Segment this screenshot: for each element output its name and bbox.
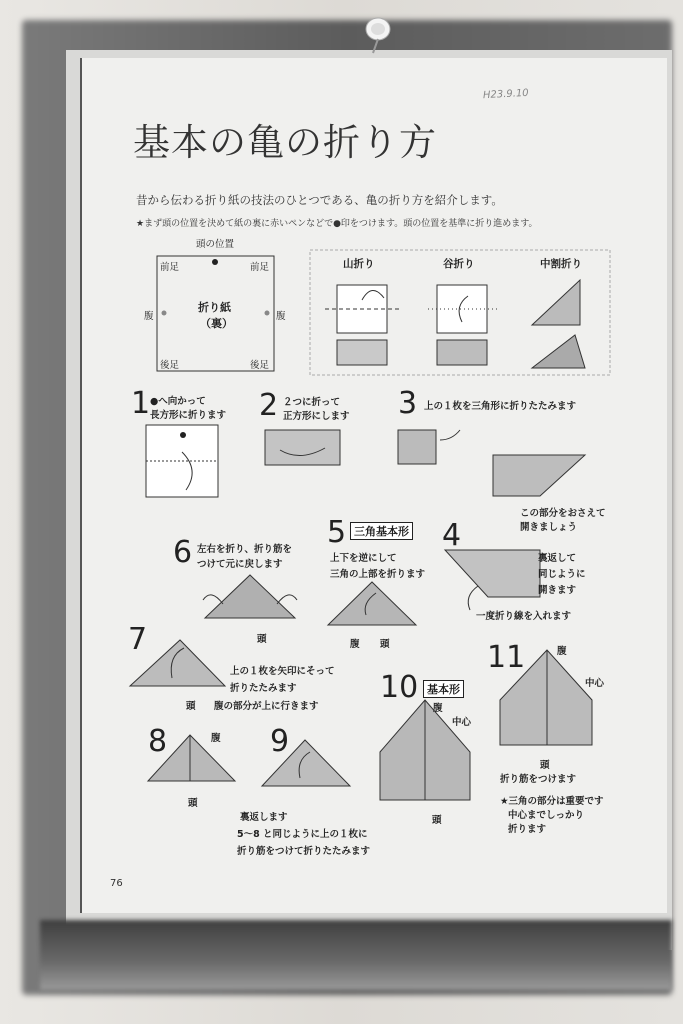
- step-9-text-3: 折り筋をつけて折りたたみます: [237, 846, 371, 857]
- step-5-belly: 腹: [350, 639, 360, 650]
- label-belly-left: 腹: [144, 311, 154, 322]
- label-valley-fold: 谷折り: [443, 258, 475, 270]
- step-1-text-2: 長方形に折ります: [150, 410, 227, 421]
- step-11-text-1: 折り筋をつけます: [500, 774, 577, 785]
- step-10-belly: 腹: [433, 703, 443, 714]
- step-2-text-1: ２つに折って: [283, 397, 341, 408]
- step-6-text-2: つけて元に戻します: [197, 559, 283, 570]
- step-1-text-1: ●へ向かって: [150, 396, 206, 407]
- step-6-number: 6: [173, 535, 193, 570]
- label-back-leg-left: 後足: [160, 360, 180, 371]
- label-inside-reverse-fold: 中割折り: [540, 258, 582, 270]
- step-5-boxed-label: 三角基本形: [350, 522, 413, 540]
- step-4-text-2: 同じように: [538, 569, 586, 580]
- label-origami-paper: 折り紙: [198, 301, 231, 314]
- step-10-head: 頭: [432, 815, 442, 826]
- page-title: 基本の亀の折り方: [133, 121, 437, 164]
- step-7-head: 頭: [186, 701, 196, 712]
- step-8-head: 頭: [188, 798, 198, 809]
- step-11-text-4: 折ります: [508, 824, 547, 835]
- label-belly-right: 腹: [276, 311, 286, 322]
- step-8-belly: 腹: [211, 733, 221, 744]
- step-5-head: 頭: [380, 639, 390, 650]
- step-8-number: 8: [148, 724, 168, 759]
- step-9-text-1: 裏返します: [240, 812, 288, 823]
- step-6-head: 頭: [257, 634, 267, 645]
- label-head-position: 頭の位置: [196, 239, 235, 250]
- label-back-leg-right: 後足: [250, 360, 270, 371]
- step-5-number: 5: [327, 515, 347, 550]
- step-4-text-3: 開きます: [538, 585, 577, 596]
- step-11-center: 中心: [585, 678, 605, 689]
- step-9-number: 9: [270, 724, 290, 759]
- step-11-belly: 腹: [557, 646, 567, 657]
- step-11-head: 頭: [540, 760, 550, 771]
- step-7-text-3: 腹の部分が上に行きます: [214, 701, 319, 712]
- step-4-number: 4: [442, 518, 462, 553]
- intro-text: 昔から伝わる折り紙の技法のひとつである、亀の折り方を紹介します。: [136, 193, 503, 207]
- step-11-text-3: 中心までしっかり: [508, 810, 585, 821]
- label-front-leg-right: 前足: [250, 262, 270, 273]
- step-10-center: 中心: [452, 717, 472, 728]
- step-7-number: 7: [128, 622, 148, 657]
- step-7-text-1: 上の１枚を矢印にそって: [230, 666, 335, 677]
- label-back-side: （裏）: [200, 317, 233, 330]
- step-4-text-1: 裏返して: [538, 553, 577, 564]
- step-1-number: 1: [131, 386, 151, 421]
- step-5-text-2: 三角の上部を折ります: [330, 569, 426, 580]
- step-11-number: 11: [487, 640, 526, 675]
- star-note: ★まず頭の位置を決めて紙の裏に赤いペンなどで●印をつけます。頭の位置を基準に折り進めます。: [136, 219, 538, 229]
- step-4-note: 一度折り線を入れます: [476, 611, 572, 622]
- step-5-text-1: 上下を逆にして: [330, 553, 397, 564]
- handwritten-date-note: H23.9.10: [482, 87, 529, 102]
- step-3-note-1: この部分をおさえて: [520, 508, 606, 519]
- step-7-text-2: 折りたたみます: [230, 683, 297, 694]
- step-3-text: 上の１枚を三角形に折りたたみます: [424, 401, 577, 412]
- step-2-number: 2: [259, 388, 279, 423]
- step-2-text-2: 正方形にします: [283, 411, 350, 422]
- step-3-number: 3: [398, 386, 418, 421]
- step-11-text-2: ★三角の部分は重要です: [500, 796, 604, 807]
- step-6-text-1: 左右を折り、折り筋を: [197, 544, 293, 555]
- step-10-boxed-label: 基本形: [423, 680, 464, 698]
- step-3-note-2: 開きましょう: [520, 522, 578, 533]
- step-10-number: 10: [380, 670, 419, 705]
- label-mountain-fold: 山折り: [343, 258, 375, 270]
- label-front-leg-left: 前足: [160, 262, 180, 273]
- step-9-text-2: 5～8 と同じように上の１枚に: [237, 829, 368, 840]
- page-number: 76: [110, 878, 123, 889]
